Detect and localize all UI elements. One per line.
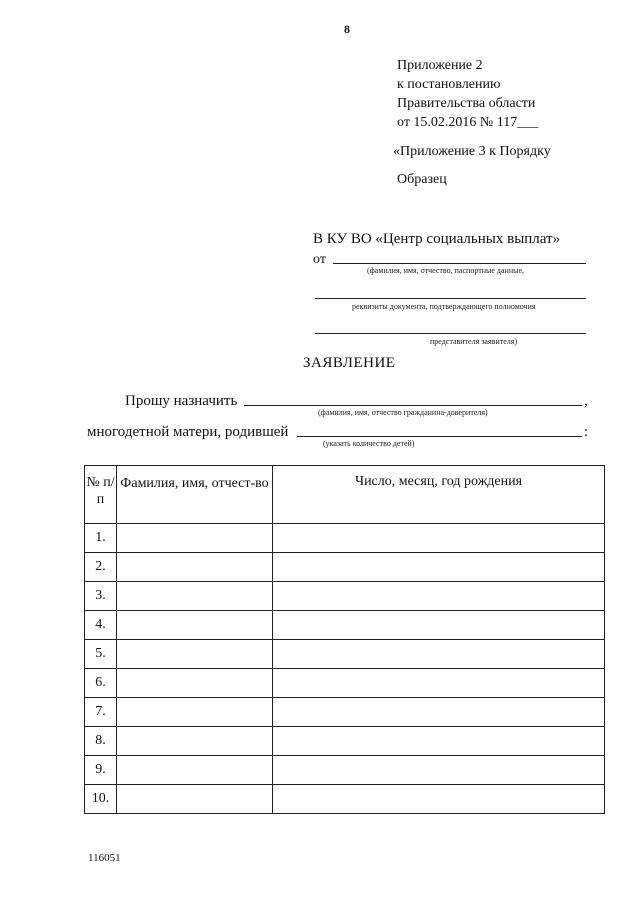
children-count-field-line[interactable] bbox=[297, 436, 582, 437]
table-row bbox=[85, 553, 605, 582]
appendix-line-3: Правительства области bbox=[397, 96, 536, 111]
requisites-hint: реквизиты документа, подтверждающего полномочия bbox=[352, 302, 536, 311]
table-row bbox=[85, 698, 605, 727]
appendix-header bbox=[397, 56, 538, 132]
representative-hint: представителя заявителя) bbox=[430, 337, 518, 346]
table-row bbox=[85, 524, 605, 553]
sample-label: Образец bbox=[397, 172, 447, 187]
applicant-hint: (фамилия, имя, отчество, паспортные данные, bbox=[367, 266, 525, 275]
birth-date-cell[interactable] bbox=[273, 756, 605, 785]
birth-date-cell[interactable] bbox=[273, 669, 605, 698]
trustee-hint: (фамилия, имя, отчество гражданина-доверителя) bbox=[318, 408, 488, 417]
children-table bbox=[84, 465, 605, 814]
table-row bbox=[85, 785, 605, 814]
table-row bbox=[85, 756, 605, 785]
name-cell[interactable] bbox=[117, 727, 273, 756]
table-row bbox=[85, 669, 605, 698]
applicant-field-line[interactable] bbox=[333, 263, 586, 264]
table-row bbox=[85, 640, 605, 669]
name-cell[interactable] bbox=[117, 524, 273, 553]
row-number: 9. bbox=[85, 756, 117, 785]
request-text: Прошу назначить bbox=[125, 393, 238, 409]
row-number: 10. bbox=[85, 785, 117, 814]
row-number: 5. bbox=[85, 640, 117, 669]
mother-colon: : bbox=[584, 424, 589, 440]
appendix-line-2: к постановлению bbox=[397, 77, 501, 92]
appendix-line-1: Приложение 2 bbox=[397, 58, 483, 73]
name-cell[interactable] bbox=[117, 611, 273, 640]
name-cell[interactable] bbox=[117, 756, 273, 785]
table-row bbox=[85, 611, 605, 640]
representative-field-line[interactable] bbox=[315, 333, 586, 334]
birth-date-cell[interactable] bbox=[273, 640, 605, 669]
birth-date-cell[interactable] bbox=[273, 727, 605, 756]
birth-date-cell[interactable] bbox=[273, 524, 605, 553]
name-cell[interactable] bbox=[117, 582, 273, 611]
birth-date-cell[interactable] bbox=[273, 785, 605, 814]
table-row bbox=[85, 582, 605, 611]
requisites-field-line[interactable] bbox=[315, 298, 586, 299]
children-count-hint: (указать количество детей) bbox=[323, 439, 415, 448]
trustee-field-line[interactable] bbox=[244, 405, 582, 406]
birth-date-cell[interactable] bbox=[273, 698, 605, 727]
page-number: 8 bbox=[344, 22, 350, 36]
document-title: ЗАЯВЛЕНИЕ bbox=[303, 355, 396, 371]
name-cell[interactable] bbox=[117, 785, 273, 814]
addressee: В КУ ВО «Центр социальных выплат» bbox=[313, 231, 561, 247]
appendix-to-order: «Приложение 3 к Порядку bbox=[393, 144, 551, 159]
row-number: 3. bbox=[85, 582, 117, 611]
table-row bbox=[85, 727, 605, 756]
appendix-line-4: от 15.02.2016 № 117___ bbox=[397, 115, 539, 130]
row-number: 4. bbox=[85, 611, 117, 640]
mother-text: многодетной матери, родившей bbox=[87, 424, 289, 440]
name-cell[interactable] bbox=[117, 698, 273, 727]
request-comma: , bbox=[584, 393, 588, 409]
row-number: 8. bbox=[85, 727, 117, 756]
row-number: 2. bbox=[85, 553, 117, 582]
row-number: 1. bbox=[85, 524, 117, 553]
name-cell[interactable] bbox=[117, 640, 273, 669]
row-number: 6. bbox=[85, 669, 117, 698]
name-cell[interactable] bbox=[117, 553, 273, 582]
header-number: № п/п bbox=[85, 466, 117, 524]
header-birth-date: Число, месяц, год рождения bbox=[273, 466, 605, 524]
row-number: 7. bbox=[85, 698, 117, 727]
birth-date-cell[interactable] bbox=[273, 611, 605, 640]
birth-date-cell[interactable] bbox=[273, 553, 605, 582]
name-cell[interactable] bbox=[117, 669, 273, 698]
footer-code: 116051 bbox=[88, 852, 121, 864]
birth-date-cell[interactable] bbox=[273, 582, 605, 611]
from-label: от bbox=[313, 252, 326, 267]
header-full-name: Фамилия, имя, отчест-во bbox=[117, 466, 273, 524]
table-header-row bbox=[85, 466, 605, 524]
